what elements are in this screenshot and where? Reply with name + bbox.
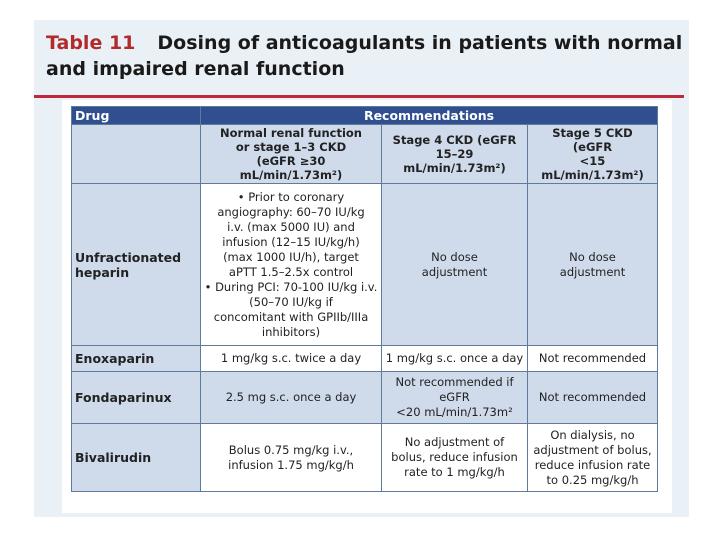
cell-text-line: Bolus 0.75 mg/kg i.v.,: [228, 442, 354, 457]
cell-text-line: Bivalirudin: [75, 450, 152, 465]
cell-text-line: infusion 1.75 mg/kg/h: [228, 457, 354, 472]
stage5-dose-cell: [528, 424, 658, 492]
drug-cell: [72, 424, 201, 492]
table-number: Table 11: [46, 32, 136, 54]
cell-text-line: inhibitors): [261, 324, 321, 339]
cell-text-line: heparin: [75, 264, 130, 280]
normal-dose-cell: [201, 424, 382, 492]
cell-text-line: or stage 1–3 CKD: [235, 140, 347, 154]
cell-text-line: <20 mL/min/1.73m²: [396, 405, 513, 419]
cell-text-line: On dialysis, no: [550, 427, 635, 442]
stage4-dose-cell: [382, 372, 528, 424]
recommendations-header: Recommendations: [201, 107, 658, 125]
normal-dose-cell: [201, 346, 382, 372]
cell-text-line: concomitant with GPIIb/IIIa: [213, 309, 369, 324]
subheader-row: [72, 125, 658, 184]
cell-text-line: Stage 4 CKD (eGFR: [392, 133, 517, 147]
cell-text-line: adjustment: [421, 264, 488, 279]
cell-text-line: adjustment: [559, 264, 626, 279]
normal-dose-cell: [201, 372, 382, 424]
drug-cell: [72, 346, 201, 372]
cell-text-line: 1 mg/kg s.c. twice a day: [220, 351, 362, 365]
cell-text-line: infusion (12–15 IU/kg/h): [222, 234, 360, 249]
cell-text-line: Not recommended: [538, 390, 647, 404]
drug-column-header: Drug: [72, 107, 201, 125]
cell-text-line: <15 mL/min/1.73m²): [541, 154, 644, 182]
normal-renal-header: [201, 125, 382, 184]
cell-text-line: 15–29 mL/min/1.73m²): [403, 147, 506, 175]
cell-text-line: • Prior to coronary: [237, 189, 345, 204]
cell-text-line: to 0.25 mg/kg/h: [546, 472, 639, 487]
normal-dose-cell: [201, 184, 382, 346]
title-divider: [34, 95, 684, 98]
drug-subheader-cell: [72, 125, 201, 184]
header-row: [72, 107, 658, 125]
cell-text-line: Fondaparinux: [75, 390, 172, 405]
table-caption: Dosing of anticoagulants in patients with normal and impaired renal function: [46, 32, 683, 80]
cell-text-line: 1 mg/kg s.c. once a day: [385, 351, 524, 365]
cell-text-line: Normal renal function: [220, 126, 362, 140]
stage4-dose-cell: [382, 424, 528, 492]
table-row: [72, 372, 658, 424]
stage4-ckd-header: [382, 125, 528, 184]
cell-text-line: angiography: 60–70 IU/kg: [217, 204, 365, 219]
table-row: [72, 346, 658, 372]
cell-text-line: Enoxaparin: [75, 351, 155, 366]
cell-text-line: adjustment of bolus,: [533, 442, 652, 457]
drug-cell: [72, 372, 201, 424]
cell-text-line: (50–70 IU/kg if: [249, 294, 333, 309]
dosing-table: [71, 106, 658, 492]
cell-text-line: bolus, reduce infusion: [391, 450, 518, 464]
cell-text-line: Not recommended: [538, 351, 647, 365]
cell-text-line: No adjustment of: [404, 435, 505, 449]
cell-text-line: Unfractionated: [75, 249, 182, 265]
cell-text-line: No dose: [431, 249, 478, 264]
cell-text-line: (max 1000 IU/h), target: [223, 249, 359, 264]
stage5-dose-cell: [528, 184, 658, 346]
cell-text-line: No dose: [569, 249, 616, 264]
cell-text-line: Stage 5 CKD (eGFR: [552, 126, 633, 154]
stage4-dose-cell: [382, 184, 528, 346]
table-row: [72, 184, 658, 346]
cell-text-line: i.v. (max 5000 IU) and: [227, 219, 355, 234]
cell-text-line: Not recommended if: [395, 375, 514, 389]
drug-cell: [72, 184, 201, 346]
stage5-dose-cell: [528, 372, 658, 424]
table-row: [72, 424, 658, 492]
cell-text-line: reduce infusion rate: [534, 457, 651, 472]
cell-text-line: aPTT 1.5–2.5x control: [228, 264, 354, 279]
stage5-ckd-header: [528, 125, 658, 184]
cell-text-line: eGFR: [439, 390, 470, 404]
cell-text-line: • During PCI: 70-100 IU/kg i.v.: [204, 279, 378, 294]
cell-text-line: rate to 1 mg/kg/h: [404, 465, 505, 479]
stage5-dose-cell: [528, 346, 658, 372]
cell-text-line: (eGFR ≥30 mL/min/1.73m²): [239, 154, 343, 182]
stage4-dose-cell: [382, 346, 528, 372]
cell-text-line: 2.5 mg s.c. once a day: [225, 390, 357, 404]
table-title: [46, 30, 686, 82]
